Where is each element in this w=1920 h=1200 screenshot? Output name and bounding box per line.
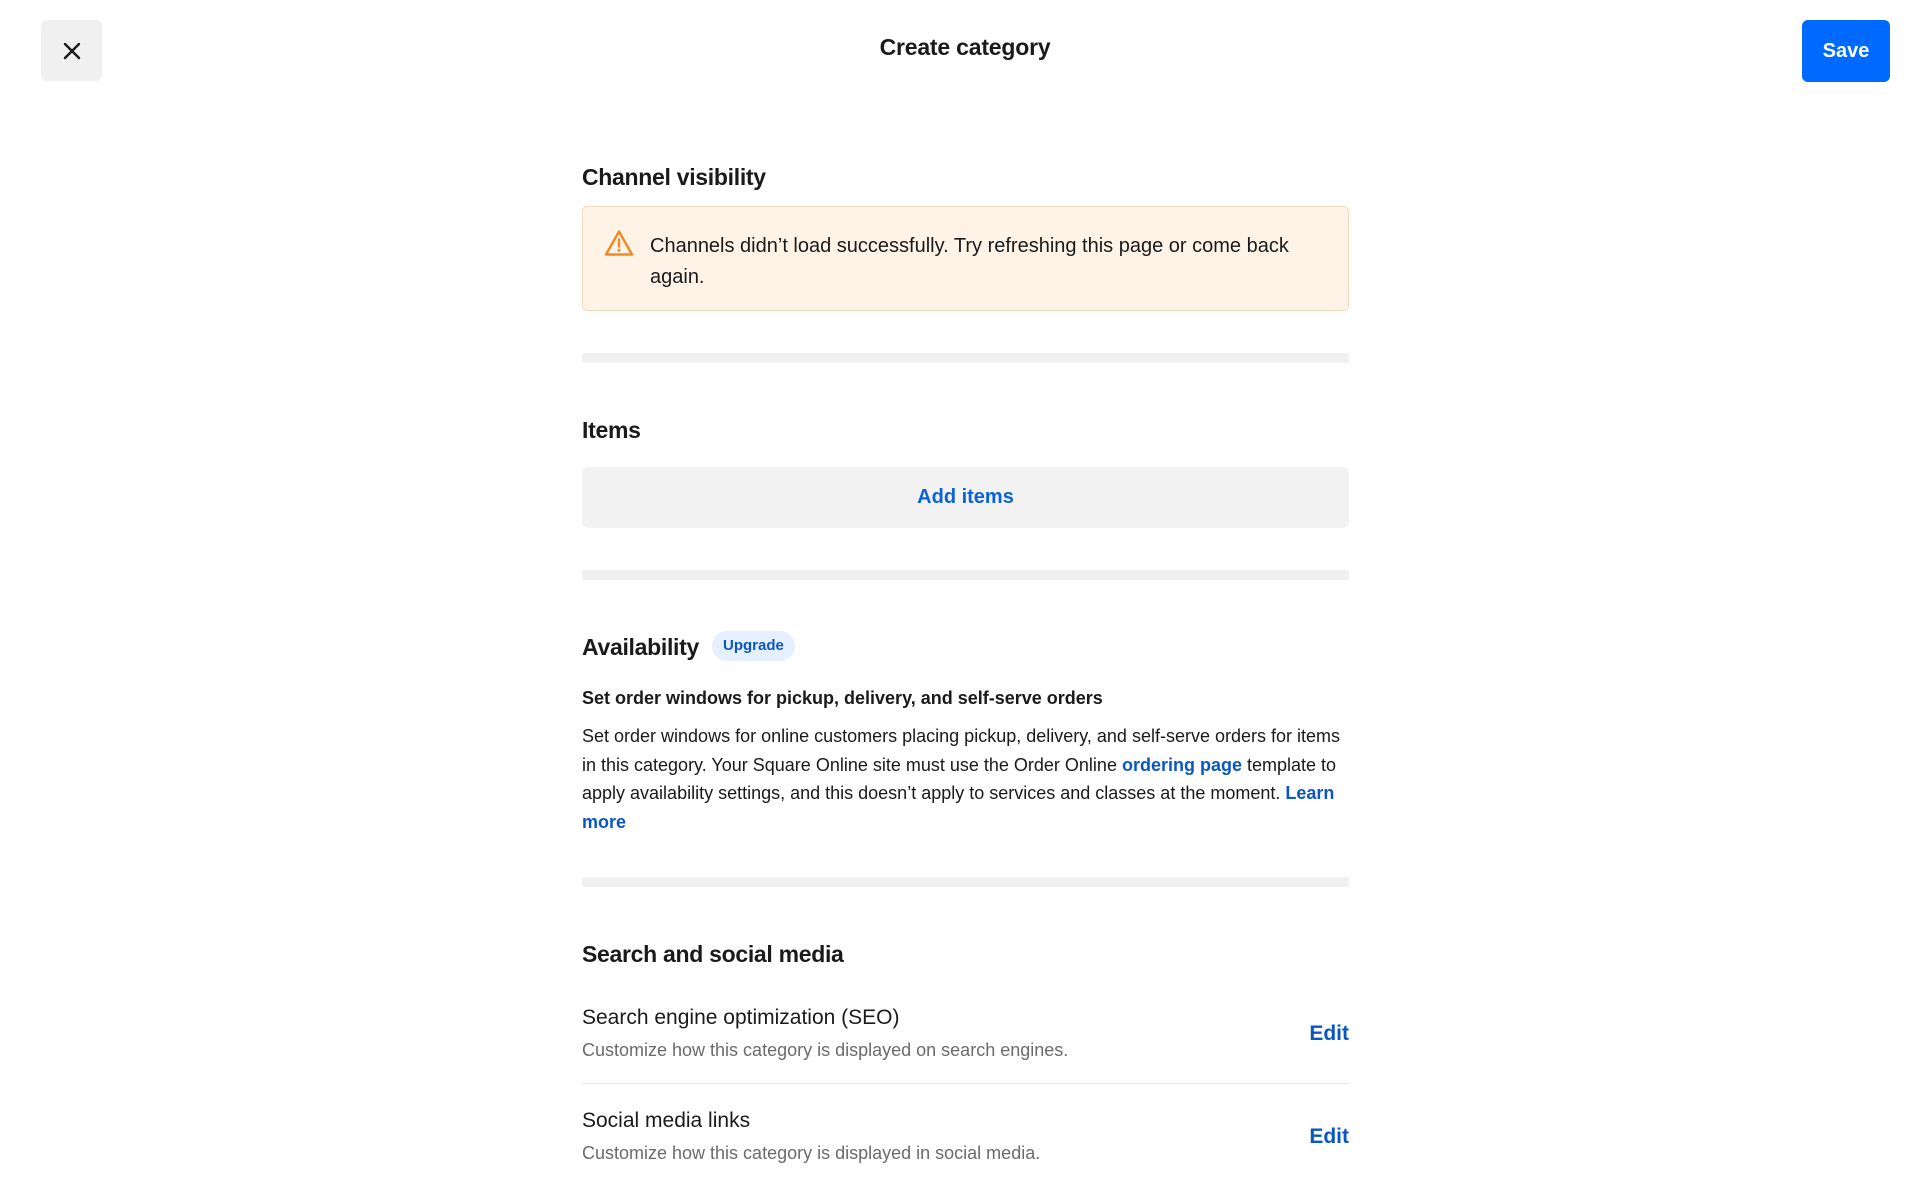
search-social-heading: Search and social media xyxy=(582,941,844,967)
row-separator xyxy=(582,1083,1349,1084)
seo-edit-link[interactable]: Edit xyxy=(1309,1022,1349,1045)
seo-row-description: Customize how this category is displayed on search engines. xyxy=(582,1040,1069,1060)
top-bar xyxy=(0,0,1920,102)
save-button[interactable]: Save xyxy=(1802,20,1890,82)
availability-heading: Availability xyxy=(582,634,699,660)
social-row-description: Customize how this category is displayed in social media. xyxy=(582,1143,1041,1163)
items-heading: Items xyxy=(582,417,641,443)
availability-description xyxy=(582,722,1349,836)
warning-triangle-icon xyxy=(604,229,634,257)
warning-text: Channels didn’t load successfully. Try refreshing this page or come back again. xyxy=(650,235,1289,288)
social-row-title: Social media links xyxy=(582,1109,751,1132)
social-edit-link[interactable]: Edit xyxy=(1309,1125,1349,1148)
learn-more-link[interactable]: Learn more xyxy=(582,783,1335,832)
seo-row-title: Search engine optimization (SEO) xyxy=(582,1006,900,1029)
section-divider xyxy=(582,570,1349,580)
availability-text-part1: Set order windows for online customers placing pickup, delivery, and self-serve orders for items in this category. Your Square Online site must use the Order Online xyxy=(582,726,1340,775)
warning-banner xyxy=(582,206,1349,311)
upgrade-badge[interactable]: Upgrade xyxy=(712,631,795,661)
page-title: Create category xyxy=(879,34,1051,60)
section-divider xyxy=(582,877,1349,887)
section-divider xyxy=(582,353,1349,363)
availability-subheading: Set order windows for pickup, delivery, and self-serve orders xyxy=(582,688,1103,708)
availability-text-part2: template to apply availability settings, and this doesn’t apply to services and classes at the moment. xyxy=(582,754,1337,803)
channel-visibility-heading: Channel visibility xyxy=(582,164,766,190)
add-items-button[interactable]: Add items xyxy=(582,467,1349,528)
ordering-page-link[interactable]: ordering page xyxy=(1121,754,1242,775)
